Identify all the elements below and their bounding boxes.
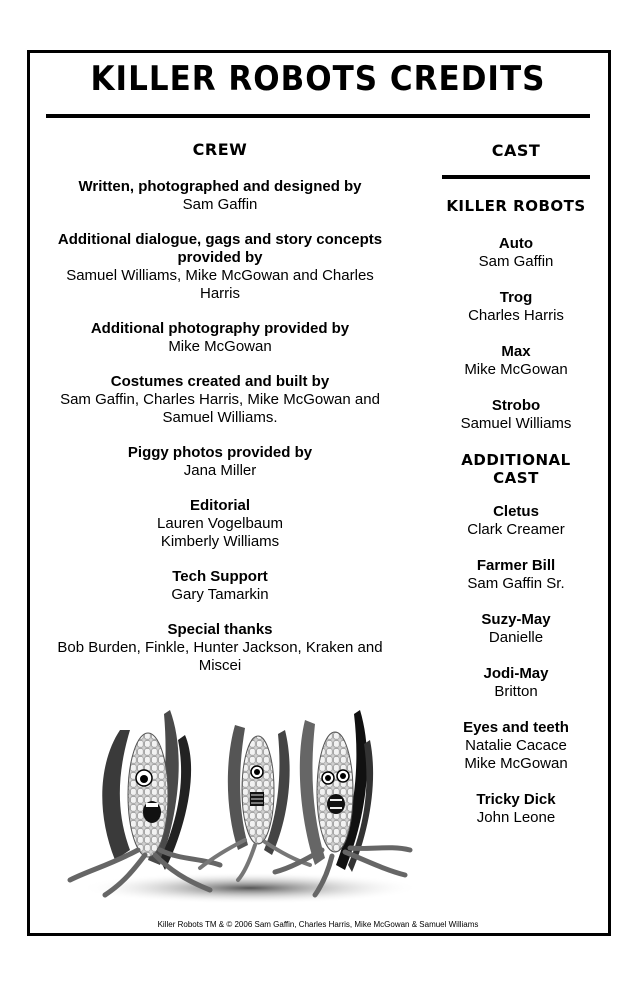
crew-names: Samuel Williams, Mike McGowan and Charles Harris bbox=[66, 267, 374, 302]
cast-names: Mike McGowan bbox=[464, 361, 568, 378]
crew-role: Special thanks bbox=[167, 621, 273, 638]
cast-names: Charles Harris bbox=[468, 307, 564, 324]
crew-names: Bob Burden, Finkle, Hunter Jackson, Kraken and Miscei bbox=[57, 639, 383, 674]
crew-heading: CREW bbox=[192, 140, 248, 159]
crew-entry bbox=[50, 373, 390, 427]
cast-divider bbox=[442, 175, 590, 179]
cast-names: John Leone bbox=[476, 809, 556, 826]
cast-names: Natalie Cacace bbox=[465, 737, 567, 754]
page-title: KILLER ROBOTS CREDITS bbox=[90, 59, 546, 99]
cast-names: Samuel Williams bbox=[460, 415, 572, 432]
cast-names: Danielle bbox=[488, 629, 544, 646]
cast-names: Clark Creamer bbox=[467, 521, 565, 538]
corn-characters-illustration bbox=[60, 700, 420, 910]
cast-entry bbox=[442, 611, 590, 647]
crew-entry bbox=[50, 178, 390, 214]
corn-character-left bbox=[70, 710, 220, 895]
cast-names: Mike McGowan bbox=[464, 755, 568, 772]
cast-entry bbox=[442, 235, 590, 271]
cast-names: Britton bbox=[494, 683, 538, 700]
cast-role: Auto bbox=[498, 235, 534, 252]
copyright-footer: Killer Robots TM & © 2006 Sam Gaffin, Charles Harris, Mike McGowan & Samuel Williams bbox=[157, 920, 479, 929]
crew-names: Jana Miller bbox=[183, 462, 257, 479]
crew-entry bbox=[50, 568, 390, 604]
cast-entry bbox=[442, 343, 590, 379]
corn-character-middle bbox=[200, 725, 310, 880]
crew-names: Mike McGowan bbox=[168, 338, 272, 355]
crew-entry bbox=[50, 444, 390, 480]
crew-entry bbox=[50, 621, 390, 675]
cast-role: Trog bbox=[499, 289, 533, 306]
crew-names: Gary Tamarkin bbox=[171, 586, 269, 603]
cast-heading: CAST bbox=[491, 141, 541, 160]
cast-entry bbox=[442, 719, 590, 773]
cast-entry bbox=[442, 289, 590, 325]
title-divider bbox=[46, 114, 590, 118]
additional-cast-heading-line2: CAST bbox=[493, 469, 539, 487]
crew-list bbox=[50, 178, 390, 692]
cast-role: Eyes and teeth bbox=[463, 719, 569, 736]
cast-role: Farmer Bill bbox=[476, 557, 556, 574]
crew-names: Kimberly Williams bbox=[160, 533, 280, 550]
cast-role: Tricky Dick bbox=[476, 791, 556, 808]
cast-list bbox=[442, 197, 590, 845]
crew-names: Sam Gaffin, Charles Harris, Mike McGowan and Samuel Williams. bbox=[60, 391, 380, 426]
additional-cast-heading bbox=[442, 451, 590, 487]
crew-role: Costumes created and built by bbox=[110, 373, 330, 390]
crew-role: Additional photography provided by bbox=[90, 320, 350, 337]
cast-role: Suzy-May bbox=[481, 611, 551, 628]
cast-entry bbox=[442, 791, 590, 827]
crew-entry bbox=[50, 320, 390, 356]
crew-names: Sam Gaffin bbox=[182, 196, 258, 213]
crew-role: Written, photographed and designed by bbox=[78, 178, 362, 195]
additional-cast-heading-line1: ADDITIONAL bbox=[461, 451, 571, 469]
crew-entry bbox=[50, 231, 390, 303]
cast-role: Jodi-May bbox=[483, 665, 549, 682]
killer-robots-heading: KILLER ROBOTS bbox=[446, 197, 586, 215]
cast-names: Sam Gaffin bbox=[478, 253, 554, 270]
corn-character-right bbox=[275, 710, 410, 895]
cast-entry bbox=[442, 557, 590, 593]
crew-entry bbox=[50, 497, 390, 551]
cast-role: Strobo bbox=[491, 397, 541, 414]
crew-role: Additional dialogue, gags and story concepts provided by bbox=[57, 231, 383, 266]
cast-entry bbox=[442, 665, 590, 701]
cast-role: Cletus bbox=[493, 503, 539, 520]
cast-entry bbox=[442, 503, 590, 539]
cast-entry bbox=[442, 397, 590, 433]
cast-role: Max bbox=[501, 343, 531, 360]
crew-role: Piggy photos provided by bbox=[127, 444, 313, 461]
cast-names: Sam Gaffin Sr. bbox=[467, 575, 565, 592]
crew-role: Editorial bbox=[189, 497, 250, 514]
crew-names: Lauren Vogelbaum bbox=[157, 515, 283, 532]
crew-role: Tech Support bbox=[172, 568, 268, 585]
ground-shadow bbox=[80, 872, 420, 904]
